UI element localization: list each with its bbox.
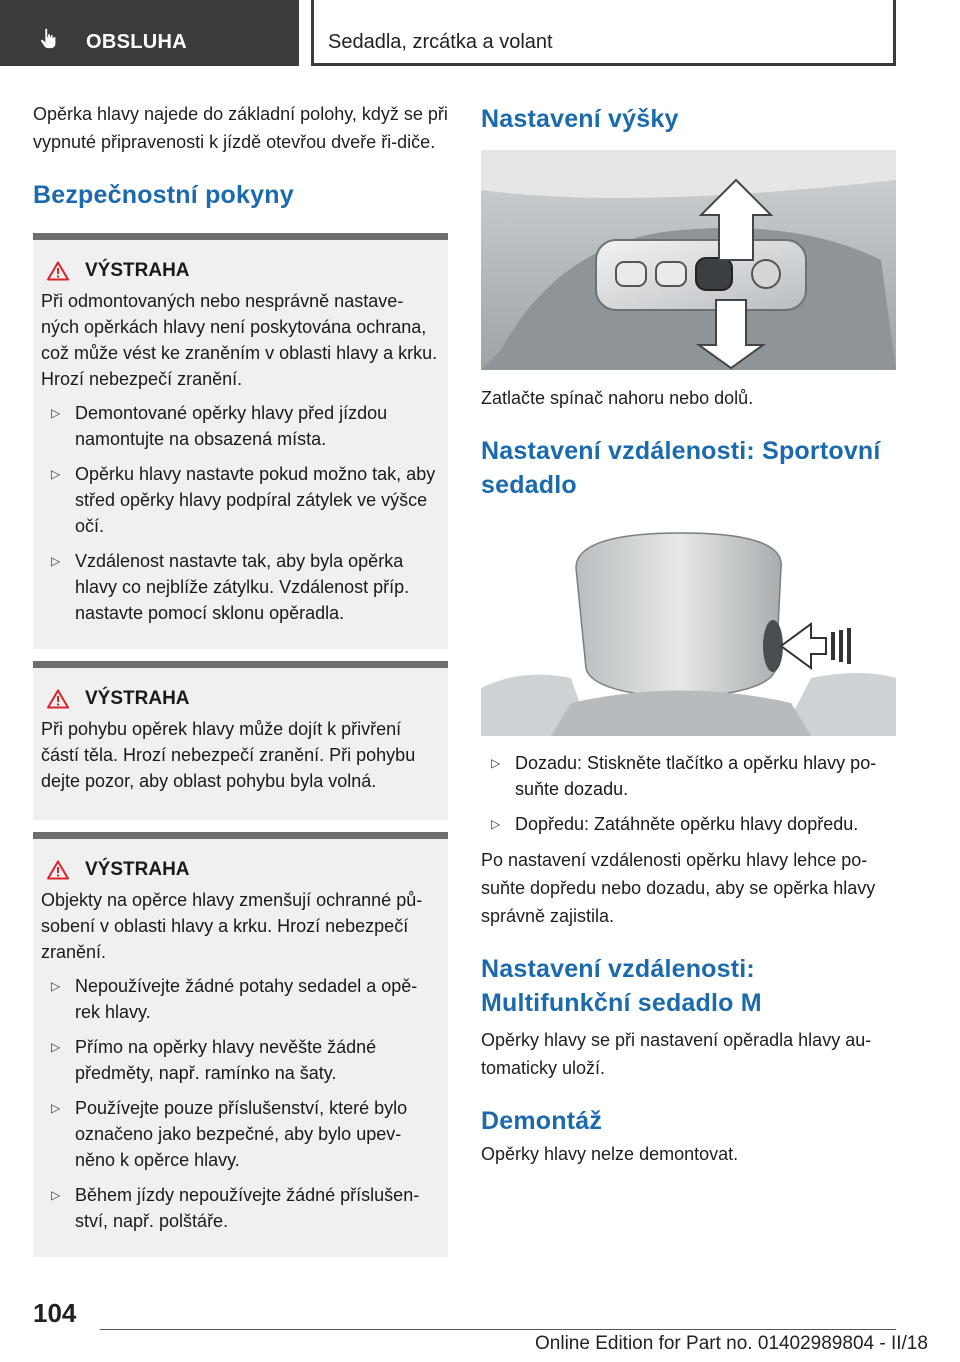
list-item: ▷ Nepoužívejte žádné potahy sedadel a opě‐rek hlavy.	[41, 973, 440, 1025]
triangle-right-icon: ▷	[51, 554, 61, 568]
height-heading: Nastavení výšky	[481, 105, 679, 133]
headrest-illustration	[481, 528, 896, 736]
safety-heading: Bezpečnostní pokyny	[33, 181, 294, 209]
headrest-drawing	[481, 528, 896, 736]
warning-title: VÝSTRAHA	[85, 688, 190, 709]
warning-box-1	[33, 233, 448, 649]
header-chapter-tab	[311, 0, 896, 66]
intro-paragraph: Opěrka hlavy najede do základní polohy, když se při vypnuté připravenosti k jízdě otevřou dveře ři‐diče.	[33, 104, 448, 152]
header-chapter-label: Sedadla, zrcátka a volant	[328, 31, 553, 53]
header-section-label: OBSLUHA	[86, 31, 187, 53]
list-item: ▷ Během jízdy nepoužívejte žádné příslušen‐ství, např. polštáře.	[41, 1182, 440, 1234]
footer-edition: Online Edition for Part no. 01402989804 - II/18	[535, 1333, 928, 1354]
page-number: 104	[33, 1298, 77, 1328]
warning-triangle-icon	[47, 261, 69, 281]
sport-text: Po nastavení vzdálenosti opěrku hlavy lehce po‐suňte dopředu nebo dozadu, aby se opěrka hlavy správně zajistila.	[481, 850, 876, 926]
triangle-right-icon: ▷	[51, 467, 61, 481]
seat-switch-drawing	[481, 150, 896, 370]
warning-text: Při odmontovaných nebo nesprávně nastave‐ných opěrkách hlavy není poskytována ochrana, což může vést ke zraněním v oblasti hlavy a krku. Hrozí nebezpečí zranění.	[41, 291, 438, 389]
list-item: ▷ Demontované opěrky hlavy před jízdou namontujte na obsazená místa.	[41, 400, 440, 452]
triangle-right-icon: ▷	[51, 1101, 61, 1115]
triangle-right-icon: ▷	[51, 406, 61, 420]
footer-divider	[100, 1329, 896, 1330]
hand-pointer-icon	[38, 27, 60, 49]
multi-heading: Nastavení vzdálenosti: Multifunkční sedadlo M	[481, 955, 762, 1017]
warning-text: Při pohybu opěrek hlavy může dojít k přivření částí těla. Hrozí nebezpečí zranění. Při pohybu dejte pozor, aby oblast pohybu byla volná.	[41, 719, 416, 791]
list-item: ▷ Opěrku hlavy nastavte pokud možno tak, aby střed opěrky hlavy podpíral zátylek ve výšce očí.	[41, 461, 440, 539]
list-item: ▷ Přímo na opěrky hlavy nevěšte žádné předměty, např. ramínko na šaty.	[41, 1034, 440, 1086]
triangle-right-icon: ▷	[51, 979, 61, 993]
triangle-right-icon: ▷	[51, 1040, 61, 1054]
warning-box-2	[33, 661, 448, 820]
multi-text: Opěrky hlavy se při nastavení opěradla hlavy au‐tomaticky uloží.	[481, 1030, 872, 1078]
right-column	[481, 100, 896, 1168]
left-column	[33, 100, 448, 1257]
remove-heading: Demontáž	[481, 1107, 603, 1135]
list-item: ▷ Dozadu: Stiskněte tlačítko a opěrku hlavy po‐suňte dozadu.	[481, 750, 896, 802]
triangle-right-icon: ▷	[51, 1188, 61, 1202]
sport-heading: Nastavení vzdálenosti: Sportovní sedadlo	[481, 437, 881, 499]
warning-text: Objekty na opěrce hlavy zmenšují ochranné pů‐sobení v oblasti hlavy a krku. Hrozí nebezpečí zranění.	[41, 890, 423, 962]
warning-box-3	[33, 832, 448, 1257]
warning-title: VÝSTRAHA	[85, 260, 190, 281]
list-item: ▷ Vzdálenost nastavte tak, aby byla opěrka hlavy co nejblíže zátylku. Vzdálenost příp. nastavte pomocí sklonu opěradla.	[41, 548, 440, 626]
warning-triangle-icon	[47, 860, 69, 880]
triangle-right-icon: ▷	[491, 817, 501, 831]
seat-switch-illustration	[481, 150, 896, 370]
header-section-tab	[0, 0, 299, 66]
list-item: ▷ Používejte pouze příslušenství, které bylo označeno jako bezpečné, aby bylo upev‐něno k opěrce hlavy.	[41, 1095, 440, 1173]
height-text: Zatlačte spínač nahoru nebo dolů.	[481, 388, 754, 408]
warning-triangle-icon	[47, 689, 69, 709]
triangle-right-icon: ▷	[491, 756, 501, 770]
remove-text: Opěrky hlavy nelze demontovat.	[481, 1144, 739, 1164]
warning-title: VÝSTRAHA	[85, 859, 190, 880]
list-item: ▷ Dopředu: Zatáhněte opěrku hlavy dopředu.	[481, 811, 896, 837]
